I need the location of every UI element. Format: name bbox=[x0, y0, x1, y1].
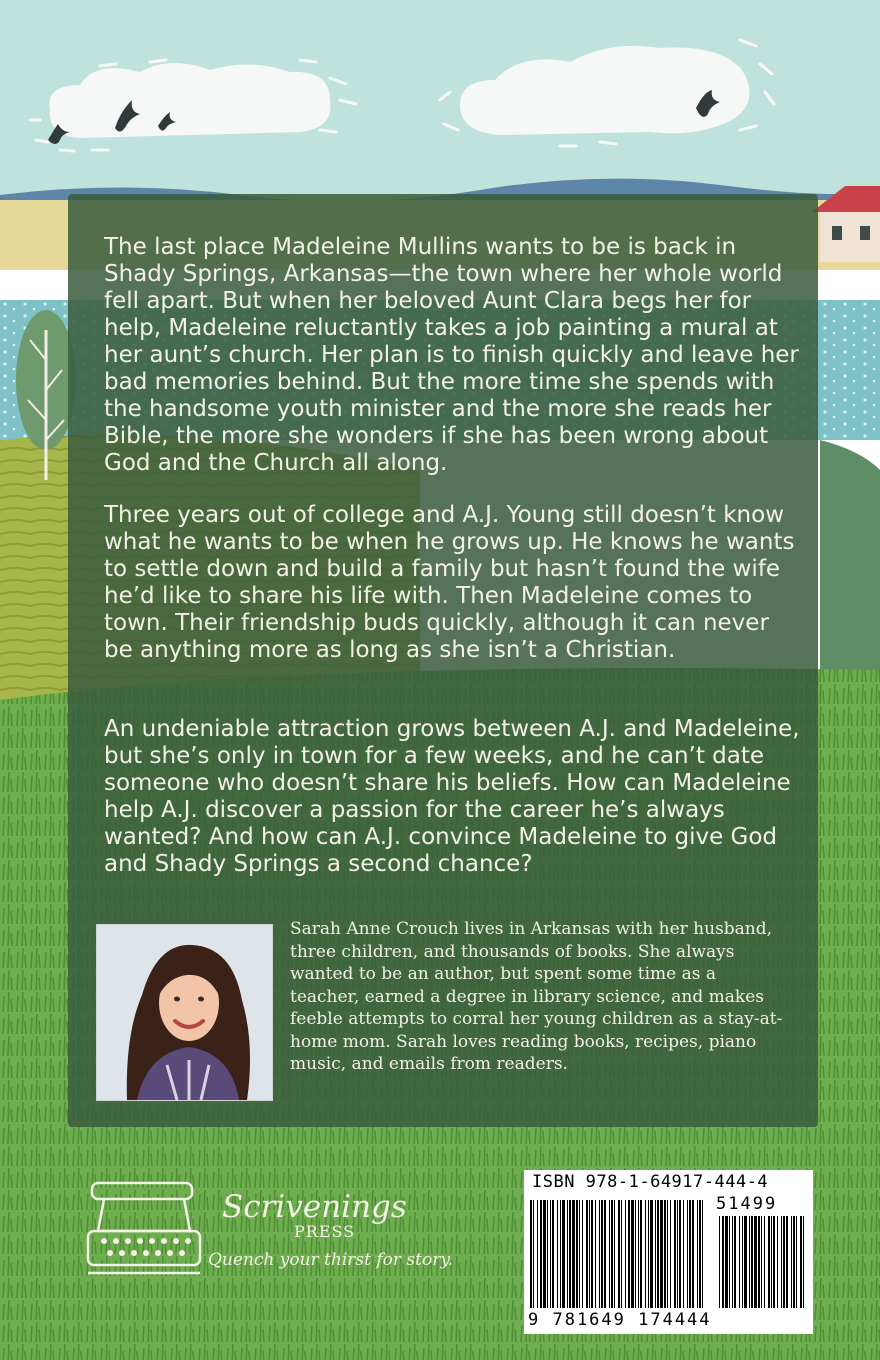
publisher-tagline: Quench your thirst for story. bbox=[208, 1250, 454, 1270]
isbn-label: ISBN 978-1-64917-444-4 bbox=[532, 1172, 769, 1192]
typewriter-icon bbox=[82, 1175, 212, 1285]
author-bio: Sarah Anne Crouch lives in Arkansas with her husband, three children, and thousands of books. She always wanted to be an author, but spent some time as a teacher, earned a degree in library science, and makes feeble attempts to corral her young children as a stay-at-home mom. Sarah loves reading books, recipes, piano music, and emails from readers. bbox=[290, 919, 783, 1074]
blurb-paragraph-2: Three years out of college and A.J. Young still doesn’t know what he wants to be when he grows up. He knows he wants to settle down and build a family but hasn’t found the wife he’d like to share his life with. Then Madeleine comes to town. Their friendship buds quickly, although it can never be anything more as long as she isn’t a Christian. bbox=[104, 502, 795, 663]
barcode-digits: 9 781649 174444 bbox=[528, 1310, 712, 1330]
publisher-name: Scrivenings bbox=[222, 1189, 407, 1225]
blurb-paragraph-1: The last place Madeleine Mullins wants to be is back in Shady Springs, Arkansas—the town where her whole world fell apart. But when her beloved Aunt Clara begs her for help, Madeleine reluctantly takes a job painting a mural at her aunt’s church. Her plan is to finish quickly and leave her bad memories behind. But the more time she spends with the handsome youth minister and the more she reads her Bible, the more she wonders if she has been wrong about God and the Church all along. bbox=[104, 234, 799, 476]
blurb-paragraph-3: An undeniable attraction grows between A.J. and Madeleine, but she’s only in town for a few weeks, and he can’t date someone who doesn’t share his beliefs. How can Madeleine help A.J. discover a passion for the career he’s always wanted? And how can A.J. convince Madeleine to give God and Shady Springs a second chance? bbox=[104, 716, 800, 877]
price-code: 51499 bbox=[716, 1194, 778, 1214]
publisher-imprint: PRESS bbox=[294, 1222, 356, 1241]
author-photo bbox=[96, 924, 273, 1101]
